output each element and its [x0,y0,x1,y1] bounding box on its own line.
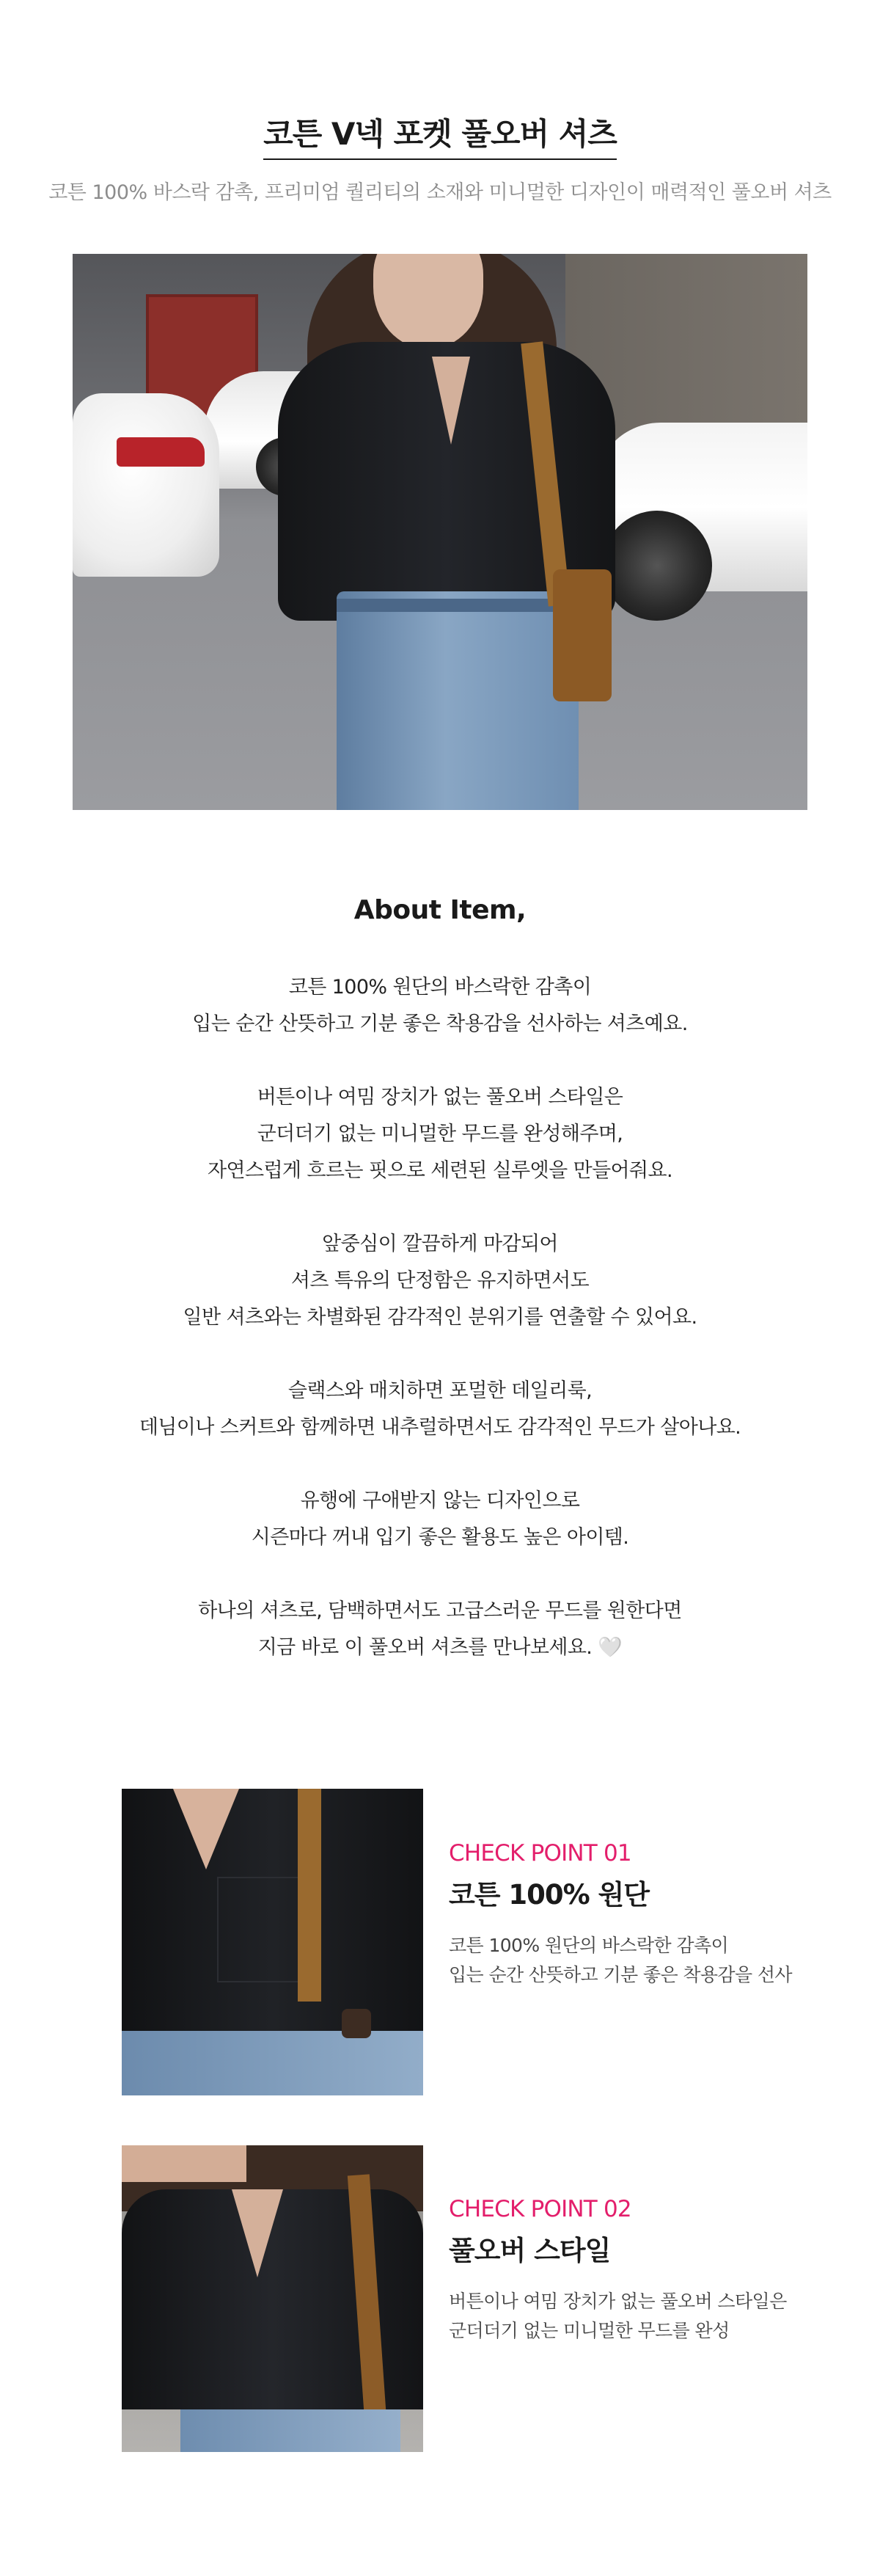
product-subtitle: 코튼 100% 바스락 감촉, 프리미엄 퀄리티의 소재와 미니멀한 디자인이 매력적인 풀오버 셔츠 [48,181,832,204]
check-point-label: CHECK POINT 02 [449,2196,631,2222]
about-line: 슬랙스와 매치하면 포멀한 데일리룩, [287,1379,593,1402]
check-point-01-photo [122,1789,423,2095]
about-section [0,895,880,1703]
check-point-desc-line: 코튼 100% 원단의 바스락한 감촉이 [449,1935,729,1956]
check-point-heading: 코튼 100% 원단 [449,1879,650,1911]
check-point-desc-line: 입는 순간 산뜻하고 기분 좋은 착용감을 선사 [449,1964,792,1985]
about-line: 버튼이나 여밈 장치가 없는 풀오버 스타일은 [257,1086,623,1109]
about-line: 시즌마다 꺼내 입기 좋은 활용도 높은 아이템. [251,1526,629,1549]
about-line: 데님이나 스커트와 함께하면 내추럴하면서도 감각적인 무드가 살아나요. [139,1416,741,1439]
about-paragraph [0,1079,880,1189]
about-line: 셔츠 특유의 단정함은 유지하면서도 [290,1269,590,1292]
product-header [0,110,880,205]
about-paragraph [0,1593,880,1666]
about-line: 자연스럽게 흐르는 핏으로 세련된 실루엣을 만들어줘요. [208,1159,672,1182]
about-title: About Item, [353,895,527,925]
check-point-description [449,2287,845,2346]
hero-photo [73,254,807,810]
check-point-01 [449,1840,845,1990]
check-point-desc-line: 버튼이나 여밈 장치가 없는 풀오버 스타일은 [449,2291,787,2312]
check-point-desc-line: 군더더기 없는 미니멀한 무드를 완성 [449,2320,730,2341]
about-line: 지금 바로 이 풀오버 셔츠를 만나보세요. 🤍 [257,1636,623,1659]
check-point-label: CHECK POINT 01 [449,1840,631,1867]
about-line: 앞중심이 깔끔하게 마감되어 [322,1233,558,1255]
check-point-02 [449,2196,845,2346]
about-paragraph [0,1373,880,1446]
about-line: 군더더기 없는 미니멀한 무드를 완성해주며, [257,1123,623,1145]
about-paragraph [0,969,880,1043]
about-line: 코튼 100% 원단의 바스락한 감촉이 [288,976,592,999]
product-title: 코튼 V넥 포켓 풀오버 셔츠 [263,110,617,160]
about-line: 하나의 셔츠로, 담백하면서도 고급스러운 무드를 원한다면 [198,1599,682,1622]
check-point-heading: 풀오버 스타일 [449,2235,611,2266]
about-line: 입는 순간 산뜻하고 기분 좋은 착용감을 선사하는 셔츠예요. [192,1012,688,1035]
about-line: 일반 셔츠와는 차별화된 감각적인 분위기를 연출할 수 있어요. [183,1306,697,1329]
about-paragraph [0,1483,880,1556]
check-point-02-photo [122,2145,423,2452]
about-line: 유행에 구애받지 않는 디자인으로 [300,1489,580,1512]
check-point-description [449,1931,845,1990]
about-paragraph [0,1226,880,1336]
